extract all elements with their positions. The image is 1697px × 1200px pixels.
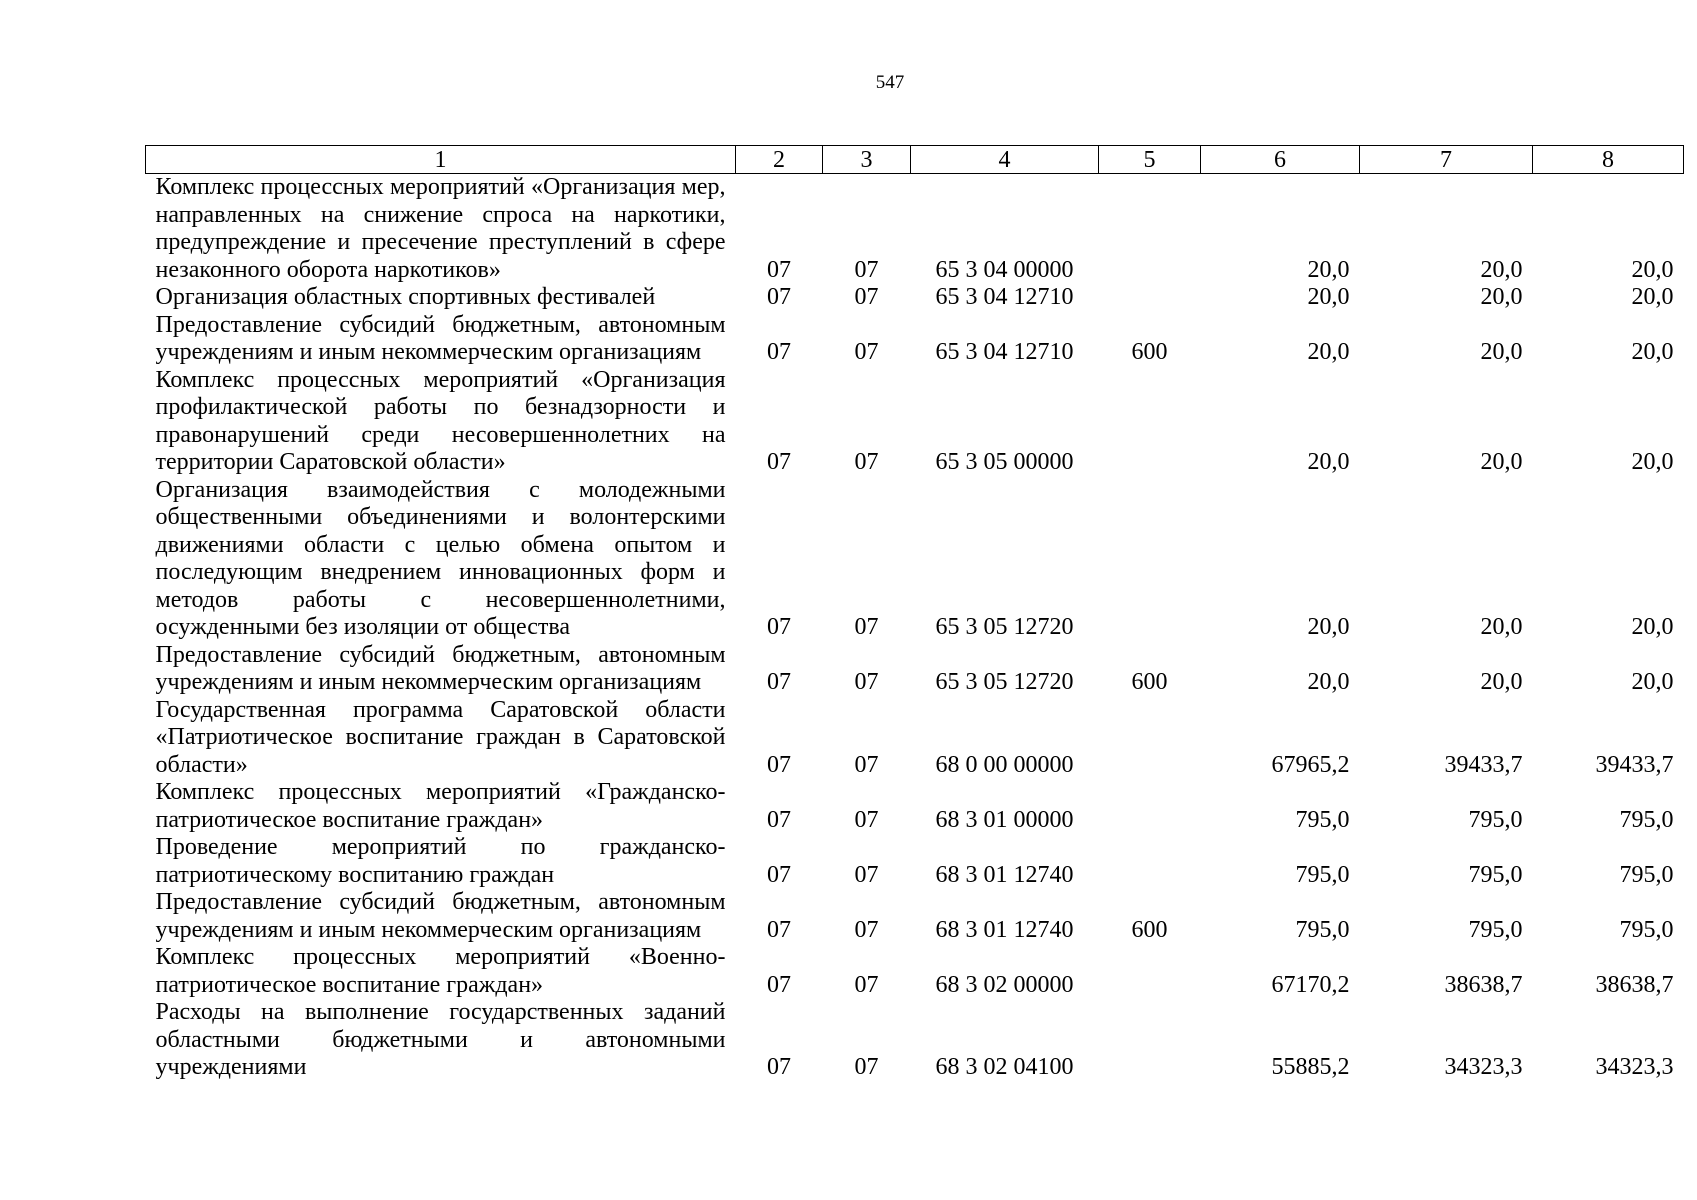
row-name: Государственная программа Саратовской области «Патриотическое воспитание граждан в Саратовской области» [155,696,726,778]
table-row [146,284,1684,312]
row-target-code: 65 3 05 12720 [935,614,1074,640]
row-value-col6: 20,0 [1307,256,1350,283]
table-row [146,944,1684,999]
row-expense-type [1099,367,1201,477]
row-target-code: 68 3 01 12740 [935,861,1074,888]
row-section: 07 [767,614,791,640]
row-subsection: 07 [854,861,879,888]
row-section: 07 [767,284,791,310]
row-subsection: 07 [854,1054,879,1080]
row-expense-type [1099,174,1201,285]
row-value-col6: 20,0 [1307,669,1350,695]
row-name: Комплекс процессных мероприятий «Гражданско-патриотическое воспитание граждан» [155,779,726,833]
row-subsection: 07 [854,751,879,778]
row-name: Комплекс процессных мероприятий «Организация профилактической работы по безнадзорности и правонарушений среди несовершеннолетних на территории Саратовской области» [155,366,726,475]
row-value-col6: 20,0 [1307,339,1350,365]
row-value-col8: 20,0 [1631,256,1674,283]
row-value-col8: 20,0 [1631,284,1674,310]
row-value-col8: 795,0 [1619,916,1674,943]
row-section: 07 [767,256,791,283]
header-cell-8: 8 [1533,146,1684,174]
page-number: 547 [875,72,905,93]
row-subsection: 07 [854,614,879,640]
row-value-col8: 20,0 [1631,669,1674,695]
row-target-code: 65 3 05 00000 [935,449,1074,475]
header-cell-4: 4 [911,146,1099,174]
table-row [146,477,1684,642]
row-value-col7: 20,0 [1480,449,1523,475]
header-row [146,146,1684,174]
table-row [146,834,1684,889]
row-target-code: 65 3 05 12720 [935,669,1074,695]
row-value-col6: 67170,2 [1271,971,1350,998]
header-cell-3: 3 [823,146,911,174]
table-row [146,312,1684,367]
budget-table [145,145,1684,1082]
row-name: Организация взаимодействия с молодежными общественными объединениями и волонтерскими движениями области с целью обмена опытом и последующим внедрением инновационных форм и методов работы с несовершеннолетними, осужденными без изоляции от общества [155,476,726,640]
row-value-col8: 20,0 [1631,614,1674,640]
row-value-col7: 20,0 [1480,256,1523,283]
row-target-code: 65 3 04 00000 [935,256,1074,283]
table-row [146,779,1684,834]
row-subsection: 07 [854,339,879,365]
row-target-code: 68 3 02 00000 [935,971,1074,998]
row-value-col8: 795,0 [1619,861,1674,888]
table-row [146,889,1684,944]
row-name: Расходы на выполнение государственных заданий областными бюджетными и автономными учреждениями [155,999,726,1080]
row-subsection: 07 [854,916,879,943]
header-cell-1: 1 [146,146,736,174]
row-target-code: 65 3 04 12710 [935,339,1074,365]
row-section: 07 [767,751,791,778]
row-value-col7: 20,0 [1480,339,1523,365]
row-name: Предоставление субсидий бюджетным, автономным учреждениям и иным некоммерческим организациям [155,889,726,943]
row-value-col6: 20,0 [1307,614,1350,640]
row-section: 07 [767,861,791,888]
table-row [146,174,1684,285]
row-expense-type [1099,834,1201,889]
row-expense-type: 600 [1131,669,1168,695]
row-value-col7: 39433,7 [1444,751,1523,778]
table-row [146,999,1684,1082]
row-value-col6: 795,0 [1295,806,1350,833]
table-body [146,174,1684,1082]
row-value-col6: 67965,2 [1271,751,1350,778]
row-expense-type: 600 [1131,339,1168,365]
header-cell-2: 2 [736,146,823,174]
row-section: 07 [767,806,791,833]
row-name: Комплекс процессных мероприятий «Военно-патриотическое воспитание граждан» [155,944,726,998]
row-value-col8: 20,0 [1631,449,1674,475]
header-cell-5: 5 [1099,146,1201,174]
row-subsection: 07 [854,971,879,998]
row-expense-type: 600 [1131,916,1168,943]
row-name: Предоставление субсидий бюджетным, автономным учреждениям и иным некоммерческим организациям [155,641,726,695]
row-target-code: 68 3 01 12740 [935,916,1074,943]
row-expense-type [1099,944,1201,999]
row-expense-type [1099,779,1201,834]
row-subsection: 07 [854,284,879,310]
row-value-col8: 20,0 [1631,339,1674,365]
row-target-code: 68 3 01 00000 [935,806,1074,833]
row-expense-type [1099,477,1201,642]
row-expense-type [1099,697,1201,780]
row-value-col7: 38638,7 [1444,971,1523,998]
row-value-col7: 34323,3 [1444,1054,1523,1080]
row-value-col8: 38638,7 [1595,971,1674,998]
row-name: Комплекс процессных мероприятий «Организация мер, направленных на снижение спроса на наркотики, предупреждение и пресечение преступлений в сфере незаконного оборота наркотиков» [155,174,726,283]
row-value-col6: 795,0 [1295,861,1350,888]
table-row [146,697,1684,780]
row-subsection: 07 [854,449,879,475]
row-value-col7: 795,0 [1468,806,1523,833]
table-row [146,642,1684,697]
row-value-col6: 20,0 [1307,449,1350,475]
row-section: 07 [767,1054,791,1080]
row-value-col7: 20,0 [1480,284,1523,310]
row-name: Предоставление субсидий бюджетным, автономным учреждениям и иным некоммерческим организациям [155,311,726,365]
row-value-col7: 20,0 [1480,614,1523,640]
row-target-code: 65 3 04 12710 [935,284,1074,310]
row-value-col6: 55885,2 [1271,1054,1350,1080]
row-subsection: 07 [854,806,879,833]
row-value-col7: 795,0 [1468,916,1523,943]
row-value-col7: 795,0 [1468,861,1523,888]
row-target-code: 68 0 00 00000 [935,751,1074,778]
row-section: 07 [767,449,791,475]
row-subsection: 07 [854,256,879,283]
header-cell-6: 6 [1201,146,1360,174]
row-section: 07 [767,669,791,695]
row-section: 07 [767,916,791,943]
row-value-col8: 34323,3 [1595,1054,1674,1080]
row-name: Организация областных спортивных фестивалей [155,284,656,310]
row-name: Проведение мероприятий по гражданско-патриотическому воспитанию граждан [155,834,726,888]
header-cell-7: 7 [1360,146,1533,174]
row-value-col6: 795,0 [1295,916,1350,943]
row-value-col8: 795,0 [1619,806,1674,833]
row-value-col7: 20,0 [1480,669,1523,695]
row-subsection: 07 [854,669,879,695]
row-section: 07 [767,971,791,998]
row-section: 07 [767,339,791,365]
row-expense-type [1099,999,1201,1082]
row-target-code: 68 3 02 04100 [935,1054,1074,1080]
table-row [146,367,1684,477]
row-value-col6: 20,0 [1307,284,1350,310]
row-expense-type [1099,284,1201,312]
row-value-col8: 39433,7 [1595,751,1674,778]
